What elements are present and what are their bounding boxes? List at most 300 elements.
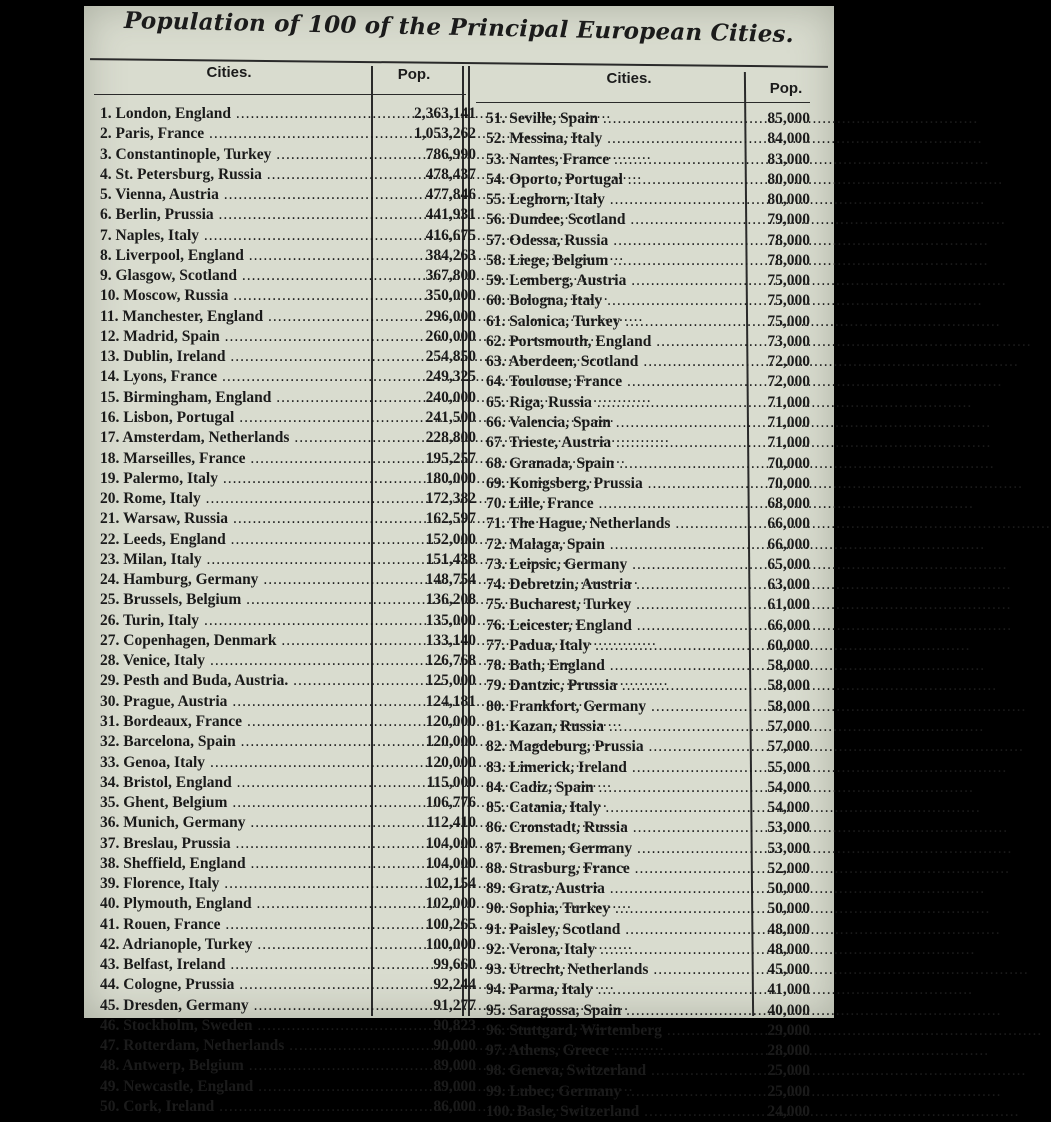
right-cities-header: Cities. [606,70,652,87]
city-label: 47. Rotterdam, Netherlands ..... [100,1036,388,1056]
city-row [486,433,812,453]
city-row [100,205,476,225]
population-value: 120,000 [425,733,476,751]
population-value: 58,000 [767,677,810,695]
population-value: 40,000 [767,1001,810,1019]
population-value: 58,000 [767,657,810,675]
city-label: 10. Moscow, Russia ..... [100,286,388,306]
city-row [100,894,476,914]
city-row [486,109,812,129]
population-value: 136,208 [425,591,476,609]
city-label: 19. Palermo, Italy ..... [100,469,388,489]
city-label: 28. Venice, Italy ..... [100,651,388,671]
city-row [486,778,812,798]
population-value: 477,846 [425,186,476,204]
city-label: 44. Cologne, Prussia ..... [100,975,388,995]
city-label: 96. Stuttgard, Wirtemberg ..... [486,1021,740,1041]
population-value: 75,000 [767,312,810,330]
city-label: 74. Debretzin, Austria ..... [486,575,740,595]
population-value: 53,000 [767,839,810,857]
population-value: 68,000 [767,495,810,513]
city-label: 59. Lemberg, Austria ..... [486,271,740,291]
city-row [100,712,476,732]
city-row [486,352,812,372]
city-row [486,636,812,656]
city-label: 45. Dresden, Germany ..... [100,996,388,1016]
city-label: 92. Verona, Italy ..... [486,940,740,960]
population-value: 1,053,262 [414,125,476,143]
population-value: 66,000 [767,616,810,634]
population-value: 52,000 [767,859,810,877]
city-label: 79. Dantzic, Prussia ..... [486,676,740,696]
population-value: 416,675 [425,226,476,244]
city-row [100,185,476,205]
population-value: 124,181 [425,692,476,710]
city-label: 77. Padua, Italy ..... [486,636,740,656]
city-label: 95. Saragossa, Spain ..... [486,1001,740,1021]
population-value: 72,000 [767,353,810,371]
population-value: 296,000 [425,307,476,325]
city-row [100,854,476,874]
city-label: 64. Toulouse, France ..... [486,372,740,392]
city-label: 98. Geneva, Switzerland ..... [486,1061,740,1081]
population-value: 92,244 [433,976,476,994]
population-value: 90,000 [433,1037,476,1055]
city-label: 100. Basle, Switzerland ..... [486,1102,740,1122]
city-row [486,372,812,392]
city-label: 97. Athens, Greece ..... [486,1041,740,1061]
population-value: 102,000 [425,895,476,913]
population-value: 65,000 [767,555,810,573]
city-row [486,190,812,210]
city-row [100,388,476,408]
city-row [486,960,812,980]
population-value: 48,000 [767,920,810,938]
city-label: 57. Odessa, Russia ..... [486,231,740,251]
population-value: 89,000 [433,1077,476,1095]
city-label: 29. Pesth and Buda, Austria. ..... [100,671,388,691]
city-label: 18. Marseilles, France ..... [100,449,388,469]
city-label: 67. Trieste, Austria ..... [486,433,740,453]
city-label: 93. Utrecht, Netherlands ..... [486,960,740,980]
city-row [100,651,476,671]
city-label: 23. Milan, Italy ..... [100,550,388,570]
city-row [100,955,476,975]
city-label: 16. Lisbon, Portugal ..... [100,408,388,428]
city-label: 37. Breslau, Prussia ..... [100,834,388,854]
printed-page [84,6,834,1121]
city-label: 69. Konigsberg, Prussia ..... [486,474,740,494]
city-row [486,413,812,433]
city-label: 68. Granada, Spain ..... [486,454,740,474]
city-row [486,879,812,899]
city-row [486,676,812,696]
population-value: 90,823 [433,1016,476,1034]
city-row [100,813,476,833]
city-row [486,859,812,879]
population-value: 106,776 [425,794,476,812]
city-row [100,631,476,651]
city-label: 46. Stockholm, Sweden ..... [100,1016,388,1036]
population-value: 48,000 [767,940,810,958]
city-label: 86. Cronstadt, Russia ..... [486,818,740,838]
city-row [486,312,812,332]
city-label: 84. Cadiz, Spain ..... [486,778,740,798]
population-value: 180,000 [425,469,476,487]
population-value: 45,000 [767,961,810,979]
population-value: 66,000 [767,515,810,533]
city-row [100,692,476,712]
city-row [486,150,812,170]
population-value: 135,000 [425,611,476,629]
city-row [100,530,476,550]
population-value: 41,000 [767,981,810,999]
city-row [100,1097,476,1117]
population-value: 240,000 [425,388,476,406]
city-label: 70. Lille, France ..... [486,494,740,514]
population-value: 71,000 [767,393,810,411]
city-label: 99. Lubec, Germany ..... [486,1082,740,1102]
population-value: 120,000 [425,712,476,730]
city-label: 31. Bordeaux, France ..... [100,712,388,732]
city-row [100,753,476,773]
right-city-list [486,109,812,1122]
city-label: 32. Barcelona, Spain ..... [100,732,388,752]
city-label: 54. Oporto, Portugal ..... [486,170,740,190]
city-row [486,839,812,859]
city-label: 81. Kazan, Russia ..... [486,717,740,737]
population-value: 260,000 [425,327,476,345]
city-label: 66. Valencia, Spain ..... [486,413,740,433]
city-label: 35. Ghent, Belgium ..... [100,793,388,813]
city-row [486,535,812,555]
population-value: 78,000 [767,251,810,269]
left-city-list [100,104,476,1117]
population-value: 120,000 [425,753,476,771]
city-row [100,550,476,570]
city-row [100,327,476,347]
population-value: 75,000 [767,292,810,310]
city-row [100,307,476,327]
population-value: 50,000 [767,900,810,918]
city-row [486,291,812,311]
city-label: 62. Portsmouth, England ..... [486,332,740,352]
population-value: 70,000 [767,454,810,472]
population-value: 112,410 [426,814,476,832]
population-value: 241,500 [425,408,476,426]
city-row [486,474,812,494]
population-value: 152,000 [425,530,476,548]
population-value: 73,000 [767,332,810,350]
population-value: 58,000 [767,697,810,715]
population-value: 24,000 [767,1103,810,1121]
city-row [486,818,812,838]
city-row [486,170,812,190]
population-value: 100,265 [425,915,476,933]
city-row [486,514,812,534]
city-row [100,145,476,165]
population-value: 53,000 [767,819,810,837]
city-row [486,1041,812,1061]
city-row [486,575,812,595]
city-row [486,332,812,352]
left-header-rule [94,94,466,95]
population-value: 441,931 [425,206,476,224]
city-label: 65. Riga, Russia ..... [486,393,740,413]
city-label: 24. Hamburg, Germany ..... [100,570,388,590]
city-label: 30. Prague, Austria ..... [100,692,388,712]
population-value: 85,000 [767,110,810,127]
city-label: 61. Salonica, Turkey ..... [486,312,740,332]
right-pop-header: Pop. [769,80,803,97]
city-row [100,226,476,246]
city-row [486,251,812,271]
population-value: 63,000 [767,576,810,594]
city-label: 26. Turin, Italy ..... [100,611,388,631]
city-label: 12. Madrid, Spain ..... [100,327,388,347]
population-value: 228,800 [425,429,476,447]
city-label: 52. Messina, Italy ..... [486,129,740,149]
city-row [100,1077,476,1097]
population-value: 99,660 [433,956,476,974]
population-value: 57,000 [767,738,810,756]
population-value: 786,990 [425,145,476,163]
population-value: 80,000 [767,170,810,188]
city-label: 48. Antwerp, Belgium ..... [100,1056,388,1076]
city-label: 3. Constantinople, Turkey ..... [100,145,388,165]
city-row [100,935,476,955]
city-row [486,555,812,575]
population-value: 367,800 [425,267,476,285]
city-label: 6. Berlin, Prussia ..... [100,205,388,225]
city-label: 60. Bologna, Italy ..... [486,291,740,311]
city-row [486,758,812,778]
population-value: 148,754 [425,571,476,589]
population-value: 126,768 [425,652,476,670]
city-row [100,611,476,631]
city-label: 90. Sophia, Turkey ..... [486,899,740,919]
city-label: 15. Birmingham, England ..... [100,388,388,408]
population-value: 151,438 [425,550,476,568]
city-label: 4. St. Petersburg, Russia ..... [100,165,388,185]
city-row [486,393,812,413]
population-value: 70,000 [767,474,810,492]
city-row [486,717,812,737]
population-value: 55,000 [767,758,810,776]
city-label: 34. Bristol, England ..... [100,773,388,793]
city-label: 73. Leipsic, Germany ..... [486,555,740,575]
city-row [486,595,812,615]
city-row [100,489,476,509]
city-label: 53. Nantes, France ..... [486,150,740,170]
city-row [100,1036,476,1056]
city-label: 85. Catania, Italy ..... [486,798,740,818]
city-row [486,940,812,960]
city-label: 83. Limerick, Ireland ..... [486,758,740,778]
city-row [100,996,476,1016]
city-label: 89. Gratz, Austria ..... [486,879,740,899]
population-value: 2,363,141 [414,105,476,122]
city-row [486,1061,812,1081]
population-value: 71,000 [767,413,810,431]
city-label: 5. Vienna, Austria ..... [100,185,388,205]
population-value: 84,000 [767,130,810,148]
city-row [100,671,476,691]
city-label: 50. Cork, Ireland ..... [100,1097,388,1117]
population-value: 28,000 [767,1042,810,1060]
page-title: Population of 100 of the Principal European Cities. [123,6,795,49]
population-value: 100,000 [425,935,476,953]
population-value: 350,000 [425,287,476,305]
city-row [486,129,812,149]
city-label: 39. Florence, Italy ..... [100,874,388,894]
city-row [100,266,476,286]
city-row [100,1016,476,1036]
city-row [100,124,476,144]
population-value: 60,000 [767,636,810,654]
city-label: 55. Leghorn, Italy ..... [486,190,740,210]
population-value: 195,257 [425,449,476,467]
city-row [100,165,476,185]
city-row [486,210,812,230]
population-value: 104,000 [425,834,476,852]
city-row [100,915,476,935]
city-label: 87. Bremen, Germany ..... [486,839,740,859]
city-row [100,834,476,854]
city-row [486,1021,812,1041]
population-value: 61,000 [767,596,810,614]
city-label: 82. Magdeburg, Prussia ..... [486,737,740,757]
city-label: 22. Leeds, England ..... [100,530,388,550]
city-label: 1. London, England ..... [100,104,388,124]
city-row [486,798,812,818]
population-value: 83,000 [767,150,810,168]
population-value: 172,382 [425,490,476,508]
left-pop-header: Pop. [397,66,431,83]
city-label: 43. Belfast, Ireland ..... [100,955,388,975]
city-row [486,737,812,757]
city-row [486,899,812,919]
city-label: 72. Malaga, Spain ..... [486,535,740,555]
city-label: 91. Paisley, Scotland ..... [486,920,740,940]
city-row [100,286,476,306]
city-label: 11. Manchester, England ..... [100,307,388,327]
city-row [100,732,476,752]
city-row [100,347,476,367]
city-label: 41. Rouen, France ..... [100,915,388,935]
city-label: 75. Bucharest, Turkey ..... [486,595,740,615]
city-label: 8. Liverpool, England ..... [100,246,388,266]
city-row [100,590,476,610]
population-value: 72,000 [767,373,810,391]
population-value: 384,263 [425,246,476,264]
city-label: 20. Rome, Italy ..... [100,489,388,509]
city-row [100,367,476,387]
city-label: 63. Aberdeen, Scotland ..... [486,352,740,372]
city-row [486,454,812,474]
population-value: 478,437 [425,165,476,183]
city-row [100,773,476,793]
population-value: 29,000 [767,1021,810,1039]
population-value: 86,000 [433,1098,476,1116]
population-value: 249,325 [425,368,476,386]
city-label: 76. Leicester, England ..... [486,616,740,636]
population-value: 57,000 [767,717,810,735]
city-label: 88. Strasburg, France ..... [486,859,740,879]
city-label: 56. Dundee, Scotland ..... [486,210,740,230]
city-label: 27. Copenhagen, Denmark ..... [100,631,388,651]
city-row [100,975,476,995]
city-row [486,1082,812,1102]
population-value: 75,000 [767,272,810,290]
city-label: 51. Seville, Spain ..... [486,109,740,129]
city-row [100,793,476,813]
city-row [486,656,812,676]
city-row [486,920,812,940]
left-cities-header: Cities. [206,64,252,81]
population-value: 102,154 [425,875,476,893]
population-value: 115,000 [426,773,476,791]
city-label: 21. Warsaw, Russia ..... [100,509,388,529]
population-value: 125,000 [425,672,476,690]
city-row [486,494,812,514]
city-label: 17. Amsterdam, Netherlands ..... [100,428,388,448]
population-value: 254,850 [425,348,476,366]
city-label: 94. Parma, Italy ..... [486,980,740,1000]
city-label: 33. Genoa, Italy ..... [100,753,388,773]
city-label: 78. Bath, England ..... [486,656,740,676]
population-value: 25,000 [767,1062,810,1080]
city-row [486,231,812,251]
population-value: 133,140 [425,631,476,649]
population-value: 91,277 [433,996,476,1014]
city-label: 13. Dublin, Ireland ..... [100,347,388,367]
city-label: 71. The Hague, Netherlands ..... [486,514,740,534]
city-row [486,616,812,636]
city-row [100,104,476,124]
city-row [100,408,476,428]
city-row [100,246,476,266]
city-row [100,1056,476,1076]
population-value: 66,000 [767,535,810,553]
city-label: 14. Lyons, France ..... [100,367,388,387]
city-row [100,449,476,469]
city-row [486,1102,812,1122]
population-value: 54,000 [767,778,810,796]
city-row [100,874,476,894]
city-row [486,1001,812,1021]
city-row [100,469,476,489]
city-label: 9. Glasgow, Scotland ..... [100,266,388,286]
city-label: 25. Brussels, Belgium ..... [100,590,388,610]
population-value: 79,000 [767,211,810,229]
city-label: 38. Sheffield, England ..... [100,854,388,874]
city-label: 80. Frankfort, Germany ..... [486,697,740,717]
city-label: 42. Adrianople, Turkey ..... [100,935,388,955]
population-value: 89,000 [433,1057,476,1075]
city-row [486,271,812,291]
population-value: 71,000 [767,434,810,452]
population-value: 162,597 [425,510,476,528]
city-label: 2. Paris, France ..... [100,124,388,144]
city-label: 7. Naples, Italy ..... [100,226,388,246]
city-label: 40. Plymouth, England ..... [100,894,388,914]
city-row [100,570,476,590]
city-label: 36. Munich, Germany ..... [100,813,388,833]
city-label: 49. Newcastle, England ..... [100,1077,388,1097]
city-row [486,697,812,717]
city-label: 58. Liege, Belgium ..... [486,251,740,271]
